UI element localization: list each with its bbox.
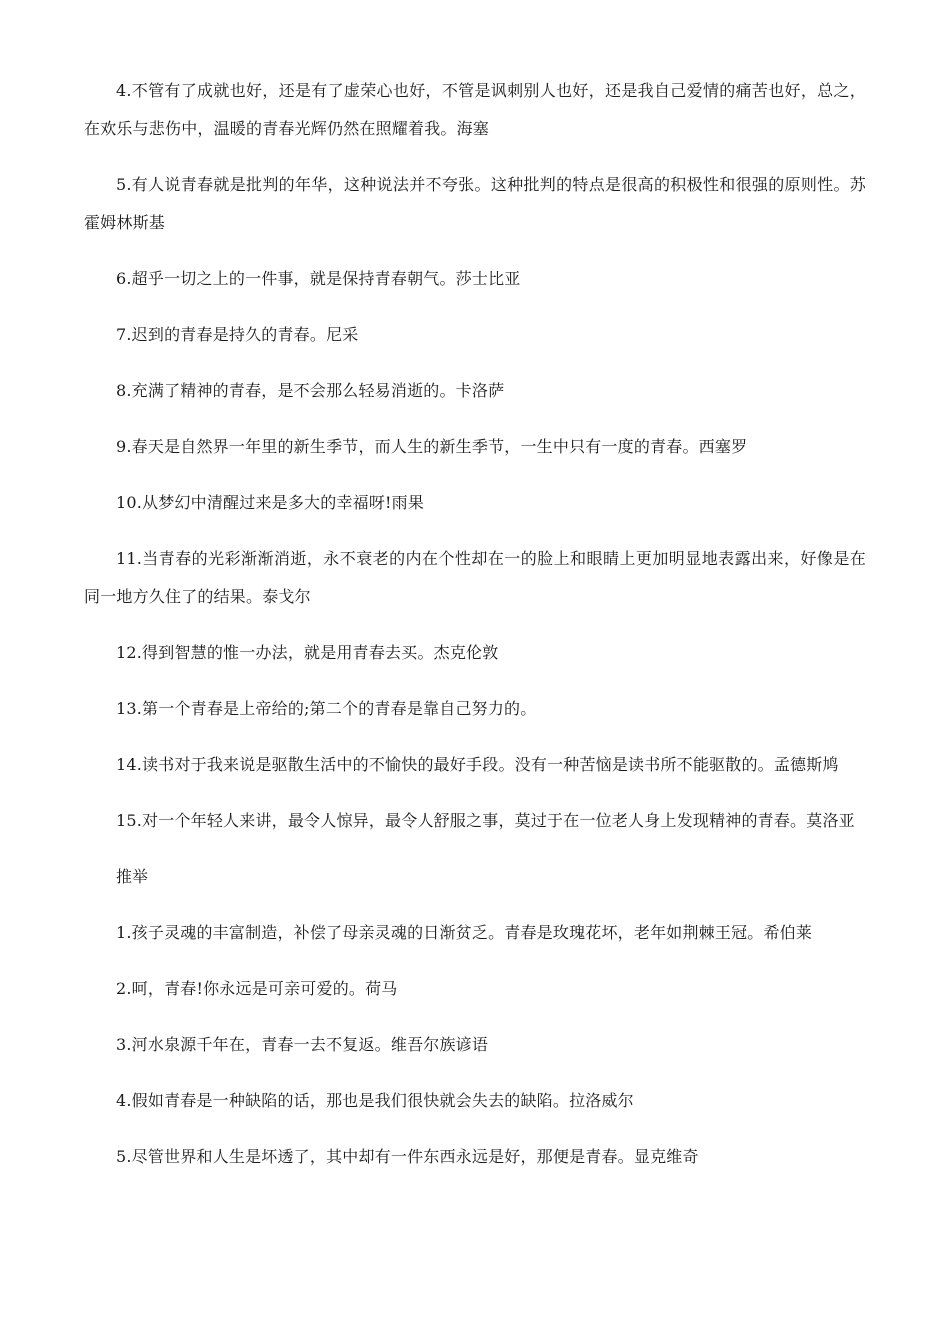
quote-paragraph: 14.读书对于我来说是驱散生活中的不愉快的最好手段。没有一种苦恼是读书所不能驱散的。孟德斯鸠 — [116, 755, 839, 774]
quote-paragraph: 5.有人说青春就是批判的年华，这种说法并不夸张。这种批判的特点是很高的积极性和很强的原则性。苏霍姆林斯基 — [84, 175, 866, 232]
quote-paragraph: 7.迟到的青春是持久的青春。尼采 — [116, 325, 359, 344]
document-page — [84, 72, 866, 1194]
quote-paragraph: 10.从梦幻中清醒过来是多大的幸福呀!雨果 — [116, 493, 425, 512]
quote-paragraph: 2.呵，青春!你永远是可亲可爱的。荷马 — [116, 979, 398, 998]
quote-paragraph: 12.得到智慧的惟一办法，就是用青春去买。杰克伦敦 — [116, 643, 499, 662]
quote-paragraph: 3.河水泉源千年在，青春一去不复返。维吾尔族谚语 — [116, 1035, 489, 1054]
quote-paragraph: 5.尽管世界和人生是坏透了，其中却有一件东西永远是好，那便是青春。显克维奇 — [116, 1147, 699, 1166]
quote-paragraph: 6.超乎一切之上的一件事，就是保持青春朝气。莎士比亚 — [116, 269, 521, 288]
section-heading: 推举 — [116, 867, 149, 886]
quote-paragraph: 9.春天是自然界一年里的新生季节，而人生的新生季节，一生中只有一度的青春。西塞罗 — [116, 437, 748, 456]
quote-paragraph: 4.假如青春是一种缺陷的话，那也是我们很快就会失去的缺陷。拉洛威尔 — [116, 1091, 634, 1110]
quote-paragraph: 8.充满了精神的青春，是不会那么轻易消逝的。卡洛萨 — [116, 381, 505, 400]
quote-paragraph: 4.不管有了成就也好，还是有了虚荣心也好，不管是讽刺别人也好，还是我自己爱情的痛苦也好，总之，在欢乐与悲伤中，温暖的青春光辉仍然在照耀着我。海塞 — [84, 81, 866, 138]
quote-paragraph: 1.孩子灵魂的丰富制造，补偿了母亲灵魂的日渐贫乏。青春是玫瑰花坏，老年如荆棘王冠。希伯莱 — [116, 923, 813, 942]
quote-paragraph: 13.第一个青春是上帝给的;第二个的青春是靠自己努力的。 — [116, 699, 537, 718]
quote-paragraph: 11.当青春的光彩渐渐消逝，永不衰老的内在个性却在一的脸上和眼睛上更加明显地表露出来，好像是在同一地方久住了的结果。泰戈尔 — [84, 549, 866, 606]
quote-paragraph: 15.对一个年轻人来讲，最令人惊异，最令人舒服之事，莫过于在一位老人身上发现精神的青春。莫洛亚 — [116, 811, 855, 830]
